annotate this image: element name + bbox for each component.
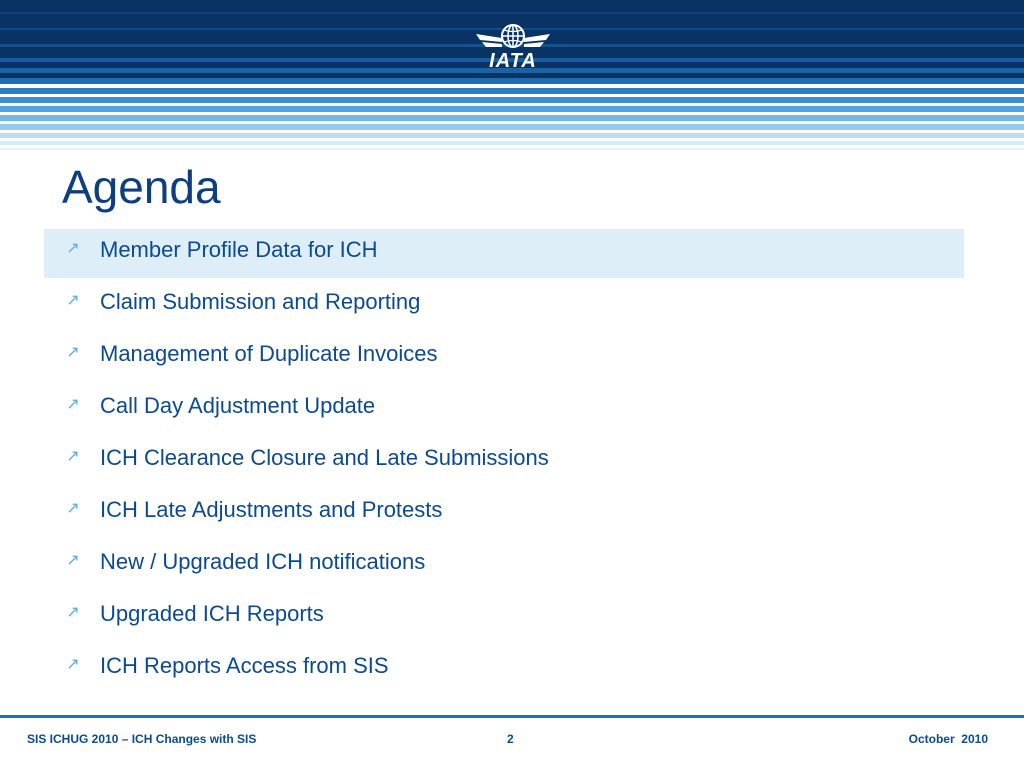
header-band xyxy=(0,0,1024,152)
arrow-up-right-icon: ↗ xyxy=(66,656,80,673)
agenda-item-duplicate-invoices xyxy=(44,333,964,385)
arrow-up-right-icon: ↗ xyxy=(66,292,80,309)
arrow-up-right-icon: ↗ xyxy=(66,552,80,569)
arrow-up-right-icon: ↗ xyxy=(66,604,80,621)
agenda-item-label: Member Profile Data for ICH xyxy=(100,237,378,262)
arrow-up-right-icon: ↗ xyxy=(66,344,80,361)
agenda-item-label: New / Upgraded ICH notifications xyxy=(100,549,426,574)
footer-date: October 2010 xyxy=(908,732,988,746)
agenda-item-member-profile xyxy=(44,229,964,278)
agenda-item-notifications xyxy=(44,541,964,593)
agenda-item-clearance-closure xyxy=(44,437,964,489)
arrow-up-right-icon: ↗ xyxy=(66,448,80,465)
page-title: Agenda xyxy=(62,161,221,213)
footer-divider xyxy=(0,715,1024,718)
agenda-item-reports-access xyxy=(44,645,964,697)
agenda-item-claim-submission xyxy=(44,281,964,333)
agenda-item-label: Management of Duplicate Invoices xyxy=(100,341,438,366)
agenda-item-label: Call Day Adjustment Update xyxy=(100,393,376,418)
footer-presentation-title: SIS ICHUG 2010 – ICH Changes with SIS xyxy=(27,732,257,746)
iata-logo-text: IATA xyxy=(489,50,537,72)
arrow-up-right-icon: ↗ xyxy=(66,240,80,257)
agenda-item-label: Upgraded ICH Reports xyxy=(100,601,324,626)
agenda-item-label: ICH Clearance Closure and Late Submissions xyxy=(100,445,549,470)
agenda-item-label: ICH Late Adjustments and Protests xyxy=(100,497,443,522)
agenda-item-label: ICH Reports Access from SIS xyxy=(100,653,389,678)
arrow-up-right-icon: ↗ xyxy=(66,500,80,517)
agenda-list xyxy=(44,229,964,697)
agenda-item-late-adjustments xyxy=(44,489,964,541)
agenda-item-call-day xyxy=(44,385,964,437)
page-number: 2 xyxy=(507,732,514,746)
agenda-item-label: Claim Submission and Reporting xyxy=(100,289,421,314)
agenda-item-upgraded-reports xyxy=(44,593,964,645)
arrow-up-right-icon: ↗ xyxy=(66,396,80,413)
